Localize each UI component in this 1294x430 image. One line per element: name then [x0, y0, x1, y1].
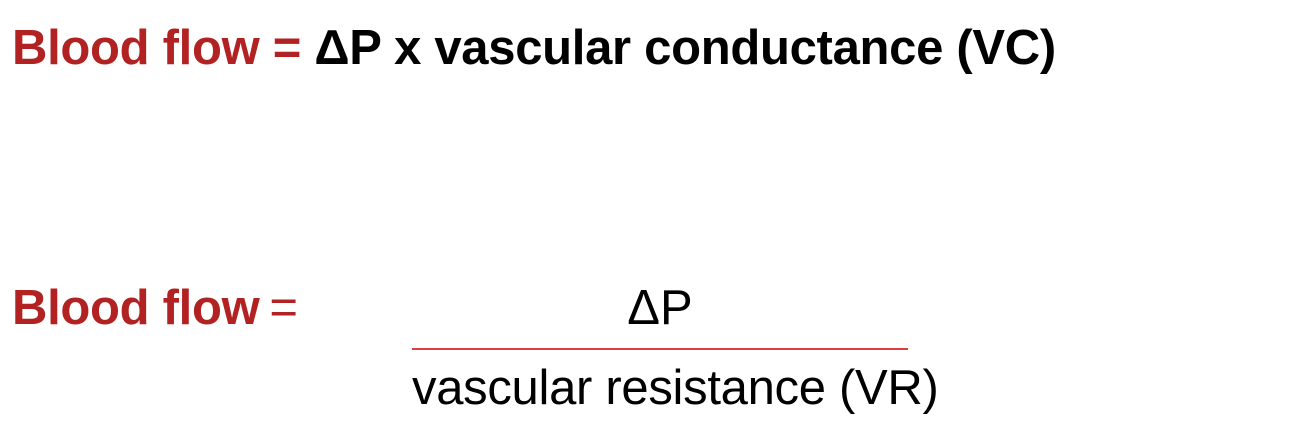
fraction-denominator: vascular resistance (VR) — [412, 361, 939, 415]
equation2-equals: = — [269, 281, 298, 335]
fraction-bar — [412, 348, 908, 350]
fraction-numerator: ΔP — [627, 281, 693, 335]
equation1-lhs: Blood flow = — [12, 21, 302, 75]
equation-resistance-lhs — [12, 274, 298, 342]
equation1-rhs: ΔP x vascular conductance (VC) — [314, 21, 1056, 75]
equation-conductance — [12, 14, 1056, 82]
equation2-lhs: Blood flow — [12, 281, 260, 335]
